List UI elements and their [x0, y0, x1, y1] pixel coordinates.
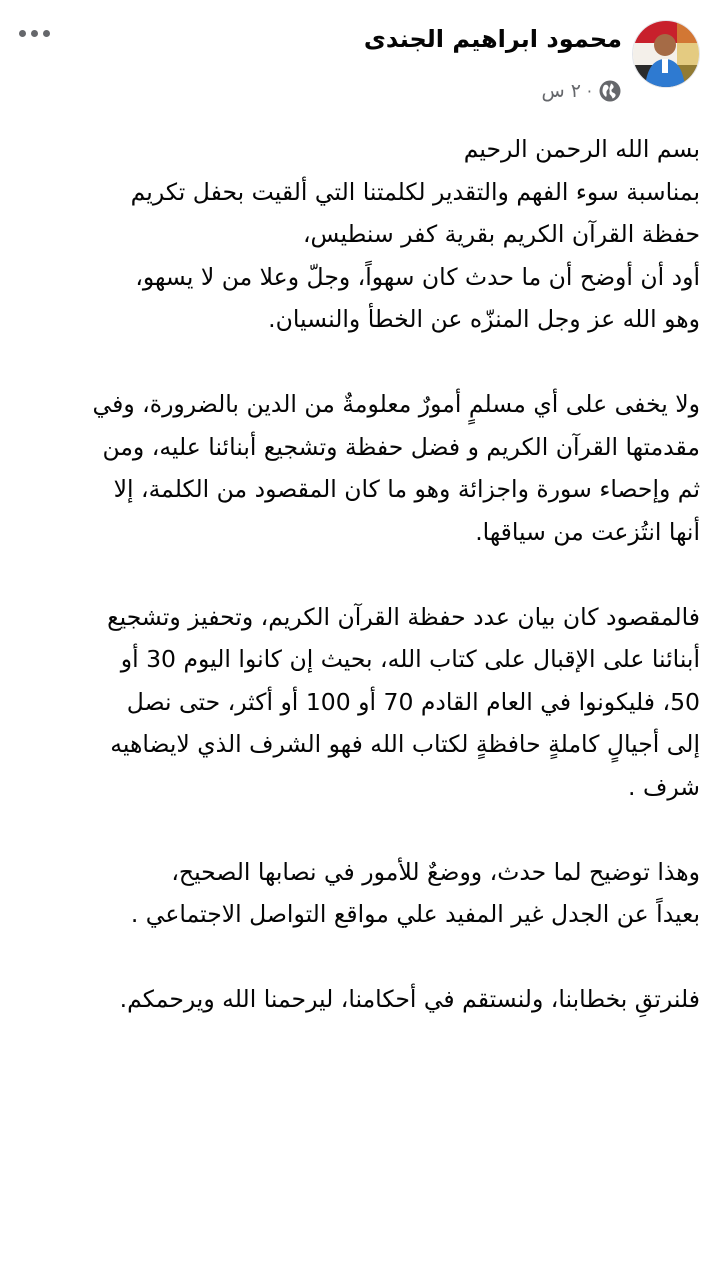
paragraph-2-line-3: ثم وإحصاء سورة واجزائة وهو ما كان المقصود من الكلمة، إلا [113, 475, 700, 503]
avatar-photo [633, 21, 699, 87]
paragraph-1-line-2: بمناسبة سوء الفهم والتقدير لكلمتنا التي ألقيت بحفل تكريم [130, 177, 700, 206]
globe-icon[interactable] [598, 79, 622, 103]
paragraph-1-line-3: حفظة القرآن الكريم بقرية كفر سنطيس، [302, 220, 700, 248]
post-header [0, 0, 720, 110]
paragraph-3-line-3: 50، فليكونوا في العام القادم 70 أو 100 أو أكثر، حتى نصل [126, 687, 700, 716]
paragraph-5-line-1: فلنرتقِ بخطابنا، ولنستقم في أحكامنا، ليرحمنا الله ويرحمكم. [119, 985, 700, 1013]
paragraph-1-line-1: بسم الله الرحمن الرحيم [463, 135, 700, 163]
paragraph-2-line-2: مقدمتها القرآن الكريم و فضل حفظة وتشجيع أبنائنا عليه، ومن [102, 432, 700, 461]
paragraph-2-line-1: ولا يخفى على أي مسلمٍ أمورٌ معلومةٌ من الدين بالضرورة، وفي [92, 390, 700, 418]
paragraph-2-line-4: أنها انتُزعت من سياقها. [475, 517, 700, 546]
meta-separator: · [586, 81, 592, 101]
paragraph-4-line-2: بعيداً عن الجدل غير المفيد علي مواقع التواصل الاجتماعي . [130, 900, 700, 928]
paragraph-3-line-4: إلى أجيالٍ كاملةٍ حافظةٍ لكتاب الله فهو الشرف الذي لايضاهيه [110, 730, 700, 758]
more-options-button[interactable] [12, 18, 56, 48]
paragraph-1-line-4: أود أن أوضح أن ما حدث كان سهواً، وجلّ وعلا من لا يسهو، [135, 262, 700, 291]
paragraph-4-line-1: وهذا توضيح لما حدث، ووضعٌ للأمور في نصابها الصحيح، [171, 857, 700, 886]
paragraph-1-line-5: وهو الله عز وجل المنزّه عن الخطأ والنسيان. [268, 305, 700, 333]
author-name[interactable]: محمود ابراهيم الجندى [363, 25, 622, 53]
paragraph-3-line-5: شرف . [628, 772, 700, 801]
paragraph-gap [18, 553, 700, 596]
paragraph-3-line-2: أبنائنا على الإقبال على كتاب الله، بحيث إن كانوا اليوم 30 أو [120, 645, 700, 673]
avatar[interactable] [632, 20, 700, 88]
more-options-icon [19, 30, 26, 37]
more-options-icon-dot [31, 30, 38, 37]
paragraph-gap [18, 341, 700, 384]
post-body [18, 128, 700, 1021]
post-timestamp[interactable]: ٢ س [541, 80, 581, 102]
paragraph-3-line-1: فالمقصود كان بيان عدد حفظة القرآن الكريم، وتحفيز وتشجيع [107, 602, 700, 631]
paragraph-gap [18, 936, 700, 979]
post-meta [541, 74, 622, 108]
more-options-icon-dot [43, 30, 50, 37]
paragraph-gap [18, 808, 700, 851]
